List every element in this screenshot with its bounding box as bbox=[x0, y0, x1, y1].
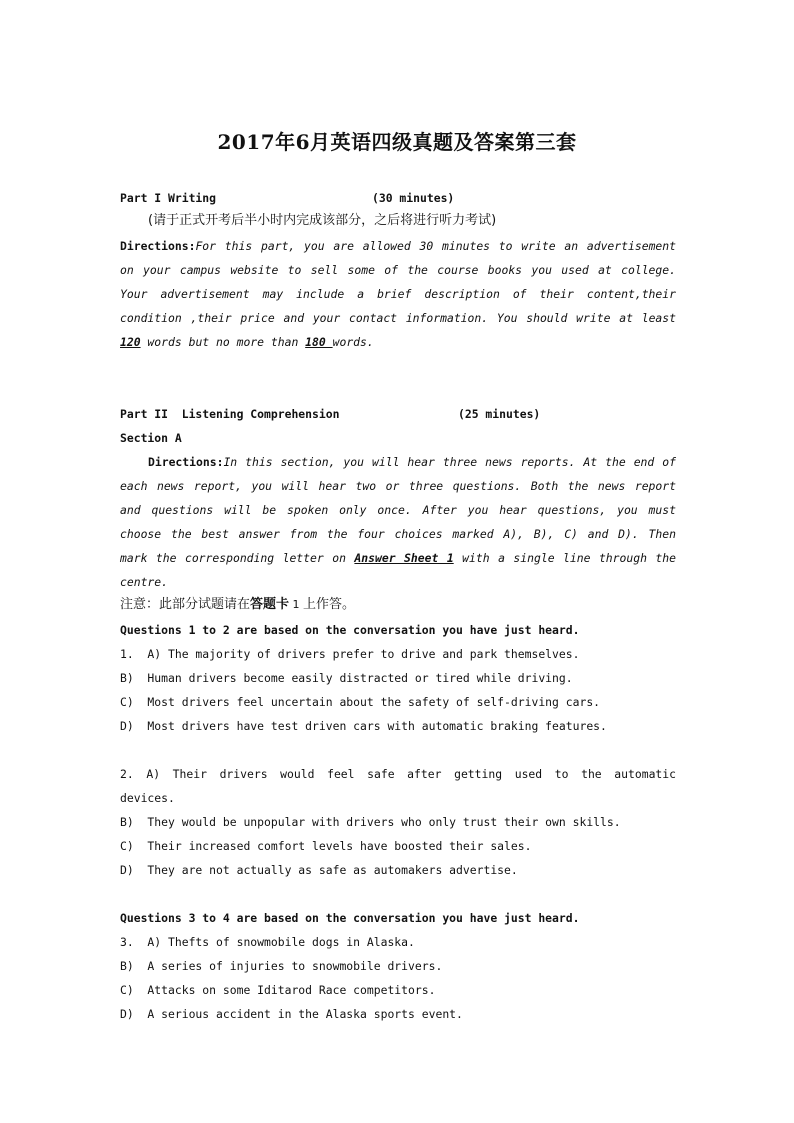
question-option: D) Most drivers have test driven cars with automatic braking features. bbox=[120, 719, 607, 733]
directions-label: Directions: bbox=[148, 455, 224, 469]
question-option: D) They are not actually as safe as automakers advertise. bbox=[120, 863, 518, 877]
question-option: B) Human drivers become easily distracted or tired while driving. bbox=[120, 671, 573, 685]
questions-1-2-heading: Questions 1 to 2 are based on the conversation you have just heard. bbox=[120, 623, 580, 637]
page-title: 2017年6月英语四级真题及答案第三套 bbox=[217, 130, 577, 154]
question-option: B) A series of injuries to snowmobile drivers. bbox=[120, 959, 443, 973]
part1-directions-line bbox=[120, 330, 676, 354]
word-limit-text: words but no more than bbox=[140, 335, 306, 349]
question-option: C) Attacks on some Iditarod Race competitors. bbox=[120, 983, 436, 997]
answer-sheet-ref: Answer Sheet 1 bbox=[354, 551, 454, 565]
directions-text: For this part, you are allowed 30 minutes to write an advertisement bbox=[195, 239, 676, 253]
directions-text: mark the corresponding letter on bbox=[120, 551, 355, 565]
part2-directions-line: choose the best answer from the four choices marked A), B), C) and D). Then bbox=[120, 527, 676, 541]
note-text: 注意：此部分试题请在 bbox=[120, 597, 251, 612]
question-option: C) Their increased comfort levels have boosted their sales. bbox=[120, 839, 532, 853]
question-option: 2. A) Their drivers would feel safe after getting used to the automatic bbox=[120, 767, 676, 781]
part2-directions-line bbox=[120, 546, 676, 570]
answer-note bbox=[120, 593, 676, 617]
max-words: 180 bbox=[305, 335, 333, 349]
part1-directions-line: on your campus website to sell some of the course books you used at college. bbox=[120, 263, 676, 277]
part2-heading: Part II Listening Comprehension bbox=[120, 407, 340, 421]
note-text: 上作答。 bbox=[303, 597, 356, 612]
question-option: B) They would be unpopular with drivers who only trust their own skills. bbox=[120, 815, 621, 829]
note-bold: 答题卡 bbox=[250, 597, 290, 612]
min-words: 120 bbox=[120, 335, 141, 349]
part2-directions-line: each news report, you will hear two or three questions. Both the news report bbox=[120, 479, 676, 493]
question-option: 3. A) Thefts of snowmobile dogs in Alaska. bbox=[120, 935, 415, 949]
section-a-heading: Section A bbox=[120, 431, 182, 445]
question-option: devices. bbox=[120, 791, 175, 805]
questions-3-4-heading: Questions 3 to 4 are based on the conversation you have just heard. bbox=[120, 911, 580, 925]
note-number: 1 bbox=[289, 598, 304, 611]
directions-label: Directions: bbox=[120, 239, 196, 253]
part2-directions-line: and questions will be spoken only once. After you hear questions, you must bbox=[120, 503, 676, 517]
part1-directions-line: Your advertisement may include a brief description of their content,their bbox=[120, 287, 676, 301]
question-option: D) A serious accident in the Alaska sports event. bbox=[120, 1007, 463, 1021]
part2-time: (25 minutes) bbox=[458, 407, 541, 421]
part2-directions-line: centre. bbox=[120, 575, 169, 589]
directions-text: In this section, you will hear three news reports. At the end of bbox=[223, 455, 676, 469]
part1-time: (30 minutes) bbox=[372, 191, 455, 205]
directions-text: with a single line through the bbox=[453, 551, 677, 565]
part2-directions-line bbox=[148, 450, 676, 474]
part1-heading: Part I Writing bbox=[120, 191, 217, 205]
part1-directions-line: condition ,their price and your contact information. You should write at least bbox=[120, 311, 676, 325]
part1-note: (请于正式开考后半小时内完成该部分，之后将进行听力考试) bbox=[148, 213, 497, 228]
word-limit-end: words. bbox=[332, 335, 374, 349]
question-option: C) Most drivers feel uncertain about the safety of self-driving cars. bbox=[120, 695, 601, 709]
part1-directions-line bbox=[120, 234, 676, 258]
question-option: 1. A) The majority of drivers prefer to drive and park themselves. bbox=[120, 647, 580, 661]
